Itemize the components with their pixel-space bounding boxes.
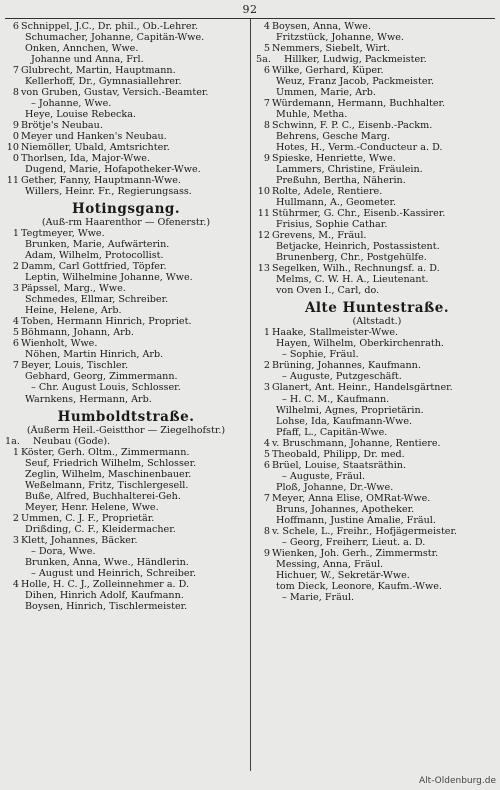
entry-text: von Gruben, Gustav, Versich.-Beamter.	[21, 87, 209, 99]
entry-text: Leptin, Wilhelmine Johanne, Wwe.	[25, 272, 193, 284]
entry-text: Humboldtstraße.	[57, 408, 195, 425]
directory-entry	[5, 590, 247, 601]
house-number: 4	[263, 21, 270, 32]
directory-entry	[256, 32, 498, 43]
entry-text: – Auguste, Putzgeschäft.	[282, 371, 402, 383]
directory-entry	[256, 76, 498, 87]
entry-text: Lohse, Ida, Kaufmann-Wwe.	[276, 415, 413, 427]
entry-text: Klett, Johannes, Bäcker.	[21, 534, 138, 546]
directory-entry	[256, 405, 498, 416]
directory-entry	[5, 283, 247, 294]
entry-text: Schmedes, Ellmar, Schreiber.	[25, 294, 169, 306]
house-number: 9	[263, 547, 270, 559]
directory-entry	[5, 371, 247, 382]
directory-entry	[256, 241, 498, 252]
directory-entry	[5, 43, 247, 54]
directory-entry	[5, 502, 247, 513]
directory-entry	[5, 153, 247, 164]
entry-text: Frisius, Sophie Cathar.	[276, 219, 388, 231]
house-number: 11	[6, 175, 19, 187]
entry-text: Schwinn, F. P. C., Eisenb.-Packm.	[272, 120, 433, 132]
entry-text: Hichuer, W., Sekretär-Wwe.	[276, 569, 410, 581]
directory-entry	[5, 394, 247, 405]
street-subheading	[5, 217, 247, 228]
entry-text: Böhmann, Johann, Arb.	[21, 327, 134, 339]
entry-text: Hoffmann, Justine Amalie, Fräul.	[276, 514, 436, 526]
directory-entry	[5, 579, 247, 590]
directory-entry	[5, 32, 247, 43]
entry-text: Fritzstück, Johanne, Wwe.	[276, 32, 404, 44]
directory-entry	[256, 548, 498, 559]
directory-entry	[256, 416, 498, 427]
entry-text: Lammers, Christine, Fräulein.	[276, 164, 423, 176]
entry-text: Seuf, Friedrich Wilhelm, Schlosser.	[25, 457, 197, 469]
entry-text: v. Schele, L., Freihr., Hofjägermeister.	[272, 525, 458, 537]
entry-text: Hillker, Ludwig, Packmeister.	[284, 54, 427, 66]
directory-entry	[5, 109, 247, 120]
entry-text: Meyer und Hanken's Neubau.	[21, 131, 167, 143]
directory-entry	[5, 327, 247, 338]
entry-text: Glubrecht, Martin, Hauptmann.	[21, 65, 176, 77]
entry-text: Betjacke, Heinrich, Postassistent.	[276, 241, 440, 253]
entry-text: Melms, C. W. H. A., Lieutenant.	[276, 274, 429, 286]
house-number: 10	[6, 142, 19, 154]
entry-text: Dugend, Marie, Hofapotheker-Wwe.	[25, 164, 201, 176]
directory-entry	[5, 557, 247, 568]
entry-text: Drißding, C. F., Kleidermacher.	[25, 523, 176, 535]
directory-entry	[5, 480, 247, 491]
house-number: 8	[263, 120, 270, 132]
entry-text: – Marie, Fräul.	[282, 591, 355, 603]
entry-text: Päpssel, Marg., Wwe.	[21, 283, 126, 295]
entry-text: Behrens, Gesche Marg.	[276, 131, 391, 143]
directory-entry	[256, 131, 498, 142]
house-number: 6	[12, 21, 19, 32]
directory-entry	[5, 458, 247, 469]
directory-entry	[256, 197, 498, 208]
entry-text: Wienken, Joh. Gerh., Zimmermstr.	[272, 547, 439, 559]
entry-text: Ummen, Marie, Arb.	[276, 87, 376, 99]
entry-text: Damm, Carl Gottfried, Töpfer.	[21, 261, 167, 273]
directory-entry	[256, 449, 498, 460]
entry-text: Beyer, Louis, Tischler.	[21, 360, 129, 372]
directory-entry	[5, 535, 247, 546]
directory-entry	[256, 87, 498, 98]
entry-text: Brüning, Johannes, Kaufmann.	[272, 360, 421, 372]
entry-text: Meyer, Henr. Helene, Wwe.	[25, 501, 159, 513]
entry-text: (Auß-rm Haarenthor — Ofenerstr.)	[41, 217, 211, 229]
directory-entry	[256, 570, 498, 581]
house-number: 7	[12, 360, 19, 372]
entry-text: Tegtmeyer, Wwe.	[21, 228, 105, 240]
entry-text: Weuz, Franz Jacob, Packmeister.	[276, 76, 435, 88]
directory-entry	[256, 98, 498, 109]
right-column	[256, 21, 498, 603]
house-number: 7	[263, 98, 270, 110]
entry-text: Schnippel, J.C., Dr. phil., Ob.-Lehrer.	[21, 21, 199, 32]
house-number: 5a.	[256, 54, 271, 66]
directory-entry	[256, 438, 498, 449]
entry-text: Alte Huntestraße.	[304, 300, 450, 317]
entry-text: Holle, H. C. J., Zolleinnehmer a. D.	[21, 578, 190, 590]
entry-text: Würdemann, Hermann, Buchhalter.	[272, 98, 446, 110]
directory-entry	[256, 427, 498, 438]
entry-text: Brüel, Louise, Staatsräthin.	[272, 459, 407, 471]
street-subheading	[256, 316, 498, 327]
directory-entry	[5, 76, 247, 87]
entry-text: Glanert, Ant. Heinr., Handelsgärtner.	[272, 382, 453, 394]
entry-text: Brunken, Marie, Aufwärterin.	[25, 239, 170, 251]
street-heading	[256, 300, 498, 316]
entry-text: – August und Heinrich, Schreiber.	[31, 567, 197, 579]
directory-entry	[5, 131, 247, 142]
entry-text: Dihen, Hinrich Adolf, Kaufmann.	[25, 589, 184, 601]
directory-entry	[256, 252, 498, 263]
entry-text: Heine, Helene, Arb.	[25, 305, 122, 317]
house-number: 1a.	[5, 435, 20, 447]
house-number: 3	[12, 283, 19, 295]
house-number: 6	[263, 459, 270, 471]
entry-text: Brötje's Neubau.	[21, 120, 103, 132]
directory-entry	[5, 228, 247, 239]
directory-entry	[256, 208, 498, 219]
entry-text: Heye, Louise Rebecka.	[25, 109, 136, 121]
entry-text: Buße, Alfred, Buchhalterei-Geh.	[25, 490, 181, 502]
directory-entry	[5, 21, 247, 32]
directory-entry	[5, 164, 247, 175]
directory-entry	[256, 482, 498, 493]
directory-entry	[5, 491, 247, 502]
house-number: 1	[12, 228, 19, 240]
directory-entry	[256, 559, 498, 570]
directory-entry	[5, 513, 247, 524]
watermark: Alt-Oldenburg.de	[418, 776, 496, 786]
entry-text: (Äußerm Heil.-Geistthor — Ziegelhofstr.)	[26, 424, 226, 436]
entry-text: v. Bruschmann, Johanne, Rentiere.	[272, 437, 441, 449]
entry-text: Brunenberg, Chr., Postgehülfe.	[276, 252, 427, 264]
street-heading	[5, 201, 247, 217]
directory-entry	[256, 164, 498, 175]
directory-entry	[5, 294, 247, 305]
entry-text: Neubau (Gode).	[33, 435, 111, 447]
directory-entry	[256, 581, 498, 592]
directory-entry	[5, 250, 247, 261]
directory-entry	[5, 469, 247, 480]
directory-entry	[256, 153, 498, 164]
entry-text: – Sophie, Fräul.	[282, 349, 359, 361]
house-number: 5	[12, 327, 19, 339]
entry-text: Köster, Gerh. Oltm., Zimmermann.	[21, 446, 190, 458]
directory-entry	[5, 54, 247, 65]
directory-entry	[256, 109, 498, 120]
house-number: 6	[263, 65, 270, 77]
directory-entry	[256, 274, 498, 285]
directory-entry	[5, 349, 247, 360]
entry-text: Ummen, C. J. F., Proprietär.	[21, 512, 155, 524]
directory-entry	[5, 305, 247, 316]
entry-text: Theobald, Philipp, Dr. med.	[272, 448, 405, 460]
directory-entry	[5, 87, 247, 98]
left-column	[5, 21, 247, 612]
entry-text: Onken, Annchen, Wwe.	[25, 43, 139, 55]
directory-entry	[5, 142, 247, 153]
entry-text: Wilhelmi, Agnes, Proprietärin.	[276, 404, 424, 416]
house-number: 10	[257, 186, 270, 198]
directory-entry	[256, 327, 498, 338]
entry-text: Wienholt, Wwe.	[21, 338, 98, 350]
entry-text: Thorlsen, Ida, Major-Wwe.	[21, 153, 151, 165]
directory-entry	[256, 54, 498, 65]
entry-text: Pfaff, L., Capitän-Wwe.	[276, 426, 388, 438]
directory-entry	[5, 186, 247, 197]
entry-text: Bruns, Johannes, Apotheker.	[276, 503, 415, 515]
entry-text: Rolte, Adele, Rentiere.	[272, 186, 383, 198]
entry-text: Segelken, Wilh., Rechnungsf. a. D.	[272, 263, 440, 275]
house-number: 11	[257, 208, 270, 220]
entry-text: Meyer, Anna Elise, OMRat-Wwe.	[272, 492, 431, 504]
entry-text: Spieske, Henriette, Wwe.	[272, 153, 396, 165]
directory-entry	[256, 382, 498, 393]
house-number: 1	[12, 446, 19, 458]
entry-text: Gether, Fanny, Hauptmann-Wwe.	[21, 175, 181, 187]
entry-text: Nemmers, Siebelt, Wirt.	[272, 43, 390, 55]
house-number: 8	[263, 525, 270, 537]
directory-entry	[5, 546, 247, 557]
directory-entry	[5, 65, 247, 76]
entry-text: Adam, Wilhelm, Protocollist.	[25, 250, 164, 262]
directory-entry	[5, 120, 247, 131]
house-number: 2	[12, 261, 19, 273]
house-number: 3	[12, 534, 19, 546]
directory-entry	[5, 568, 247, 579]
page-number: 92	[242, 3, 258, 16]
entry-text: Niemöller, Ubald, Amtsrichter.	[21, 142, 170, 154]
house-number: 9	[263, 153, 270, 165]
entry-text: – Dora, Wwe.	[31, 545, 96, 557]
entry-text: Muhle, Metha.	[276, 109, 348, 121]
entry-text: Kellerhoff, Dr., Gymnasiallehrer.	[25, 76, 182, 88]
house-number: 2	[12, 512, 19, 524]
directory-entry	[256, 460, 498, 471]
entry-text: Boysen, Anna, Wwe.	[272, 21, 372, 32]
house-number: 4	[12, 316, 19, 328]
directory-entry	[256, 43, 498, 54]
directory-entry	[256, 338, 498, 349]
entry-text: – Chr. August Louis, Schlosser.	[31, 382, 181, 394]
directory-entry	[5, 360, 247, 371]
entry-text: Gebhard, Georg, Zimmermann.	[25, 371, 178, 383]
entry-text: Messing, Anna, Fräul.	[276, 558, 384, 570]
house-number: 5	[263, 43, 270, 55]
directory-entry	[256, 592, 498, 603]
directory-entry	[256, 526, 498, 537]
directory-entry	[256, 349, 498, 360]
entry-text: – Johanne, Wwe.	[31, 98, 112, 110]
entry-text: Schumacher, Johanne, Capitän-Wwe.	[25, 32, 205, 44]
directory-entry	[5, 272, 247, 283]
directory-entry	[256, 394, 498, 405]
entry-text: Haake, Stallmeister-Wwe.	[272, 327, 399, 339]
house-number: 7	[263, 492, 270, 504]
directory-entry	[256, 263, 498, 274]
house-number: 2	[263, 360, 270, 372]
entry-text: Hotingsgang.	[71, 201, 181, 218]
directory-entry	[256, 515, 498, 526]
directory-entry	[5, 601, 247, 612]
street-subheading	[5, 425, 247, 436]
entry-text: Hotes, H., Verm.-Conducteur a. D.	[276, 142, 443, 154]
directory-entry	[5, 261, 247, 272]
house-number: 7	[12, 65, 19, 77]
entry-text: Stührmer, G. Chr., Eisenb.-Kassirer.	[272, 208, 446, 220]
directory-entry	[256, 230, 498, 241]
house-number: 0	[12, 131, 19, 143]
house-number: 1	[263, 327, 270, 339]
entry-text: Toben, Hermann Hinrich, Propriet.	[21, 316, 192, 328]
house-number: 5	[263, 448, 270, 460]
directory-entry	[256, 537, 498, 548]
house-number: 3	[263, 382, 270, 394]
column-divider	[250, 19, 251, 771]
directory-entry	[5, 436, 247, 447]
directory-entry	[256, 120, 498, 131]
entry-text: Nöhen, Martin Hinrich, Arb.	[25, 349, 164, 361]
entry-text: Willers, Heinr. Fr., Regierungsass.	[25, 186, 192, 198]
house-number: 13	[257, 263, 270, 275]
entry-text: (Altstadt.)	[352, 316, 402, 328]
entry-text: Hayen, Wilhelm, Oberkirchenrath.	[276, 338, 444, 350]
house-number: 12	[257, 230, 270, 242]
directory-entry	[256, 175, 498, 186]
house-number: 4	[263, 437, 270, 449]
entry-text: – Georg, Freiherr, Lieut. a. D.	[282, 536, 426, 548]
entry-text: Boysen, Hinrich, Tischlermeister.	[25, 600, 188, 612]
entry-text: Zeglin, Wilhelm, Maschinenbauer.	[25, 468, 192, 480]
directory-entry	[5, 524, 247, 535]
directory-entry	[256, 142, 498, 153]
entry-text: Johanne und Anna, Frl.	[31, 54, 144, 66]
house-number: 8	[12, 87, 19, 99]
directory-entry	[5, 447, 247, 458]
entry-text: – H. C. M., Kaufmann.	[282, 393, 390, 405]
directory-entry	[256, 285, 498, 296]
directory-entry	[5, 239, 247, 250]
directory-entry	[5, 382, 247, 393]
house-number: 4	[12, 578, 19, 590]
directory-entry	[256, 371, 498, 382]
entry-text: – Auguste, Fräul.	[282, 470, 366, 482]
entry-text: Grevens, M., Fräul.	[272, 230, 367, 242]
entry-text: Weßelmann, Fritz, Tischlergesell.	[25, 479, 189, 491]
entry-text: Preßuhn, Bertha, Näherin.	[276, 175, 406, 187]
entry-text: tom Dieck, Leonore, Kaufm.-Wwe.	[276, 580, 442, 592]
directory-entry	[5, 316, 247, 327]
directory-entry	[5, 175, 247, 186]
directory-entry	[5, 338, 247, 349]
directory-entry	[256, 21, 498, 32]
directory-entry	[256, 504, 498, 515]
entry-text: Brunken, Anna, Wwe., Händlerin.	[25, 556, 189, 568]
street-heading	[5, 409, 247, 425]
house-number: 0	[12, 153, 19, 165]
directory-entry	[256, 493, 498, 504]
directory-entry	[256, 471, 498, 482]
entry-text: von Oven I., Carl, do.	[276, 285, 380, 297]
directory-entry	[256, 65, 498, 76]
directory-entry	[256, 360, 498, 371]
house-number: 9	[12, 120, 19, 132]
house-number: 6	[12, 338, 19, 350]
directory-entry	[256, 186, 498, 197]
entry-text: Ploß, Johanne, Dr.-Wwe.	[276, 481, 394, 493]
entry-text: Warnkens, Hermann, Arb.	[25, 393, 152, 405]
directory-entry	[5, 98, 247, 109]
entry-text: Hullmann, A., Geometer.	[276, 197, 397, 209]
entry-text: Wilke, Gerhard, Küper.	[272, 65, 384, 77]
directory-entry	[256, 219, 498, 230]
